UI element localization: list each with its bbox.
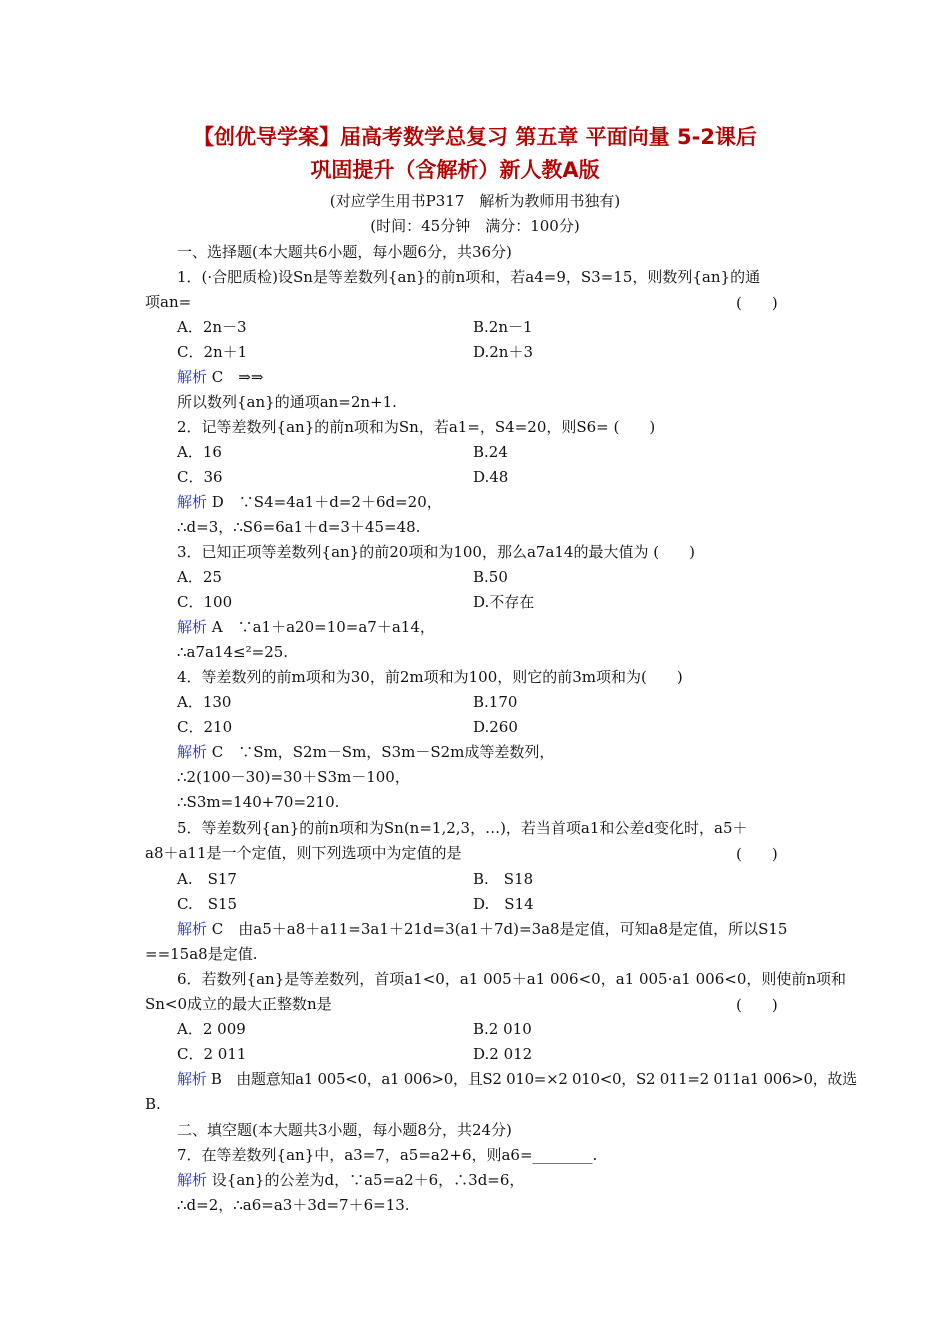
time-note: (时间：45分钟 满分：100分) <box>370 217 580 235</box>
q2-option-d: D.48 <box>473 468 509 486</box>
q5-analysis-line1 <box>177 919 842 939</box>
q7-analysis-line1 <box>177 1170 842 1190</box>
q6-analysis-line1 <box>177 1069 857 1089</box>
q6-option-c: C．2 011 <box>177 1045 247 1063</box>
q1-option-b: B.2n－1 <box>473 318 533 336</box>
fill-section-header: 二、填空题(本大题共3小题，每小题8分，共24分) <box>177 1121 512 1139</box>
q1-option-a: A．2n－3 <box>177 318 247 336</box>
q3-analysis-text: A ∵a1＋a20=10=a7＋a14， <box>207 618 435 636</box>
q1-stem-line1: 1．(·合肥质检)设Sn是等差数列{an}的前n项和，若a4=9，S3=15，则数列{an}的通 <box>177 268 761 286</box>
document-title-line1: 【创优导学案】届高考数学总复习 第五章 平面向量 5-2课后 <box>193 125 757 149</box>
q5-option-d: D. S14 <box>473 895 534 913</box>
q2-analysis-line1 <box>177 492 842 512</box>
q2-analysis-line2: ∴d=3，∴S6=6a1＋d=3＋45=48. <box>177 518 421 536</box>
q3-option-c: C．100 <box>177 593 233 611</box>
q5-answer-parens: ( ) <box>736 845 778 863</box>
analysis-label: 解析 <box>177 920 208 938</box>
q6-analysis-line2: B. <box>145 1095 161 1113</box>
q6-option-b: B.2 010 <box>473 1020 532 1038</box>
source-note: (对应学生用书P317 解析为教师用书独有) <box>329 192 621 210</box>
q4-option-b: B.170 <box>473 693 518 711</box>
analysis-label: 解析 <box>177 368 208 386</box>
q1-analysis-text: C ⇒⇒ <box>207 368 264 386</box>
q3-option-d: D.不存在 <box>473 593 535 611</box>
choice-section-header: 一、选择题(本大题共6小题，每小题6分，共36分) <box>177 243 512 261</box>
q2-option-c: C．36 <box>177 468 223 486</box>
q3-analysis-line2: ∴a7a14≤²=25. <box>177 643 289 661</box>
analysis-label: 解析 <box>177 743 208 761</box>
q6-analysis-text: B 由题意知a1 005<0，a1 006>0，且S2 010=×2 010<0，S2 011=2 011a1 006>0，故选 <box>206 1070 857 1088</box>
q6-stem-line1: 6．若数列{an}是等差数列，首项a1<0，a1 005＋a1 006<0，a1 005·a1 006<0，则使前n项和 <box>177 970 847 988</box>
q1-option-d: D.2n＋3 <box>473 343 534 361</box>
document-title-line2: 巩固提升（含解析）新人教A版 <box>310 158 600 182</box>
q1-analysis-line1 <box>177 367 842 387</box>
analysis-label: 解析 <box>177 1070 207 1088</box>
q4-stem: 4．等差数列的前m项和为30，前2m项和为100，则它的前3m项和为( ) <box>177 668 683 686</box>
q4-analysis-line1 <box>177 742 842 762</box>
q2-option-b: B.24 <box>473 443 508 461</box>
q1-answer-parens: ( ) <box>736 294 778 312</box>
q5-option-b: B. S18 <box>473 870 534 888</box>
q6-answer-parens: ( ) <box>736 996 778 1014</box>
q7-stem: 7．在等差数列{an}中，a3=7，a5=a2+6，则a6=________. <box>177 1146 598 1164</box>
analysis-label: 解析 <box>177 618 208 636</box>
q1-stem-line2: 项an= <box>145 293 192 311</box>
q5-stem-line1: 5．等差数列{an}的前n项和为Sn(n=1,2,3，…)，若当首项a1和公差d变化时，a5＋ <box>177 819 748 837</box>
q7-analysis-text: 设{an}的公差为d，∵a5=a2＋6，∴3d=6， <box>207 1171 525 1189</box>
q5-analysis-line2: ==15a8是定值. <box>145 945 258 963</box>
q5-stem-line2: a8＋a11是一个定值，则下列选项中为定值的是 <box>145 844 462 862</box>
q1-option-c: C．2n＋1 <box>177 343 248 361</box>
q2-option-a: A．16 <box>177 443 222 461</box>
analysis-label: 解析 <box>177 1171 208 1189</box>
q5-option-c: C. S15 <box>177 895 238 913</box>
q4-option-d: D.260 <box>473 718 518 736</box>
q4-analysis-line2: ∴2(100－30)=30＋S3m－100， <box>177 768 410 786</box>
q7-analysis-line2: ∴d=2，∴a6=a3＋3d=7＋6=13. <box>177 1196 410 1214</box>
q4-option-a: A．130 <box>177 693 232 711</box>
q2-analysis-text: D ∵S4=4a1＋d=2＋6d=20， <box>207 493 442 511</box>
q3-stem: 3．已知正项等差数列{an}的前20项和为100，那么a7a14的最大值为 ( ) <box>177 543 695 561</box>
q4-analysis-line3: ∴S3m=140+70=210. <box>177 793 340 811</box>
q4-analysis-text: C ∵Sm，S2m－Sm，S3m－S2m成等差数列， <box>207 743 555 761</box>
q3-option-b: B.50 <box>473 568 508 586</box>
q6-stem-line2: Sn<0成立的最大正整数n是 <box>145 995 332 1013</box>
q2-stem: 2．记等差数列{an}的前n项和为Sn，若a1=，S4=20，则S6= ( ) <box>177 418 656 436</box>
q5-option-a: A. S17 <box>177 870 237 888</box>
q3-analysis-line1 <box>177 617 842 637</box>
q5-analysis-text: C 由a5＋a8＋a11=3a1＋21d=3(a1＋7d)=3a8是定值，可知a8是定值，所以S15 <box>207 920 788 938</box>
analysis-label: 解析 <box>177 493 208 511</box>
q6-option-d: D.2 012 <box>473 1045 533 1063</box>
q3-option-a: A．25 <box>177 568 222 586</box>
q6-option-a: A．2 009 <box>177 1020 246 1038</box>
q1-analysis-line2: 所以数列{an}的通项an=2n+1. <box>177 393 397 411</box>
q4-option-c: C．210 <box>177 718 233 736</box>
